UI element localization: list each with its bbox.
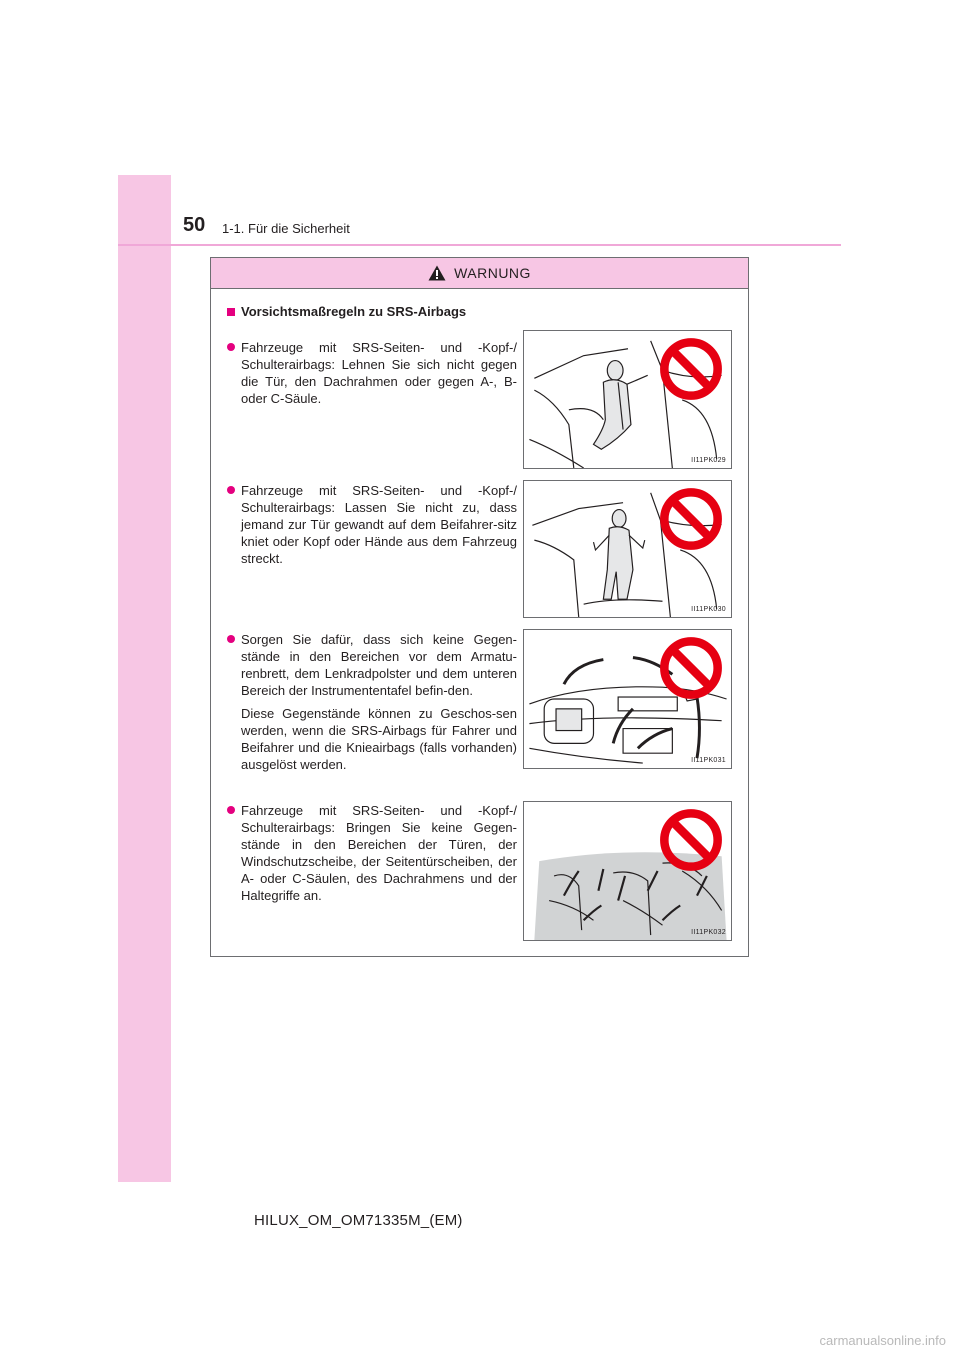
illustration-code: II11PK032 <box>691 929 726 936</box>
header-rule <box>118 244 841 246</box>
side-tab-band <box>118 175 171 1182</box>
watermark: carmanualsonline.info <box>819 1333 946 1348</box>
warning-header <box>211 258 748 289</box>
prohibition-icon <box>659 808 723 872</box>
illustration-code: II11PK030 <box>691 606 726 613</box>
warning-item-text: Fahrzeuge mit SRS-Seiten- und -Kopf-/ Schulterairbags: Lehnen Sie sich nicht gegen die Tür, den Dachrahmen oder gegen A-, B- oder C-Säule. <box>241 340 517 406</box>
round-bullet-icon <box>227 635 235 643</box>
prohibition-icon <box>659 337 723 401</box>
illustration-kneeling-passenger <box>523 480 732 618</box>
section-title: 1-1. Für die Sicherheit <box>222 221 350 236</box>
warning-item-2 <box>227 482 517 573</box>
warning-item-3 <box>227 631 517 779</box>
illustration-dashboard <box>523 629 732 769</box>
warning-item-text: Fahrzeuge mit SRS-Seiten- und -Kopf-/ Schulterairbags: Lassen Sie nicht zu, dass jemand zur Tür gewandt auf dem Beifahrer-sitz kniet oder Kopf oder Hände aus dem Fahrzeug streckt. <box>241 483 517 566</box>
round-bullet-icon <box>227 486 235 494</box>
warning-triangle-icon <box>428 265 446 281</box>
illustration-code: II11PK029 <box>691 457 726 464</box>
warning-heading <box>227 304 466 319</box>
warning-item-4 <box>227 802 517 910</box>
footer-doc-code: HILUX_OM_OM71335M_(EM) <box>254 1212 463 1229</box>
page-number: 50 <box>183 214 206 236</box>
illustration-leaning-door <box>523 330 732 469</box>
prohibition-icon <box>659 487 723 551</box>
square-bullet-icon <box>227 308 235 316</box>
round-bullet-icon <box>227 343 235 351</box>
prohibition-icon <box>659 636 723 700</box>
warning-box <box>210 257 749 957</box>
warning-item-1 <box>227 339 517 413</box>
round-bullet-icon <box>227 806 235 814</box>
warning-title: WARNUNG <box>454 265 531 281</box>
warning-item-note: Diese Gegenstände können zu Geschos-sen werden, wenn die SRS-Airbags für Fahrer und Beifahrer und die Knieairbags (falls vorhanden) ausgelöst werden. <box>241 706 517 772</box>
warning-item-text: Sorgen Sie dafür, dass sich keine Gegen-stände in den Bereichen vor dem Armatu-renbrett, dem Lenkradpolster und dem unteren Bereich der Instrumententafel befin-den. <box>241 632 517 698</box>
illustration-code: II11PK031 <box>691 757 726 764</box>
warning-item-text: Fahrzeuge mit SRS-Seiten- und -Kopf-/ Schulterairbags: Bringen Sie keine Gegen-stände in den Bereichen der Türen, der Windschutzscheibe, der Seitentürscheiben, der A- oder C-Säulen, des Dachrahmens und der Haltegriffe an. <box>241 803 517 903</box>
warning-heading-text: Vorsichtsmaßregeln zu SRS-Airbags <box>241 304 467 319</box>
illustration-interior-objects <box>523 801 732 941</box>
